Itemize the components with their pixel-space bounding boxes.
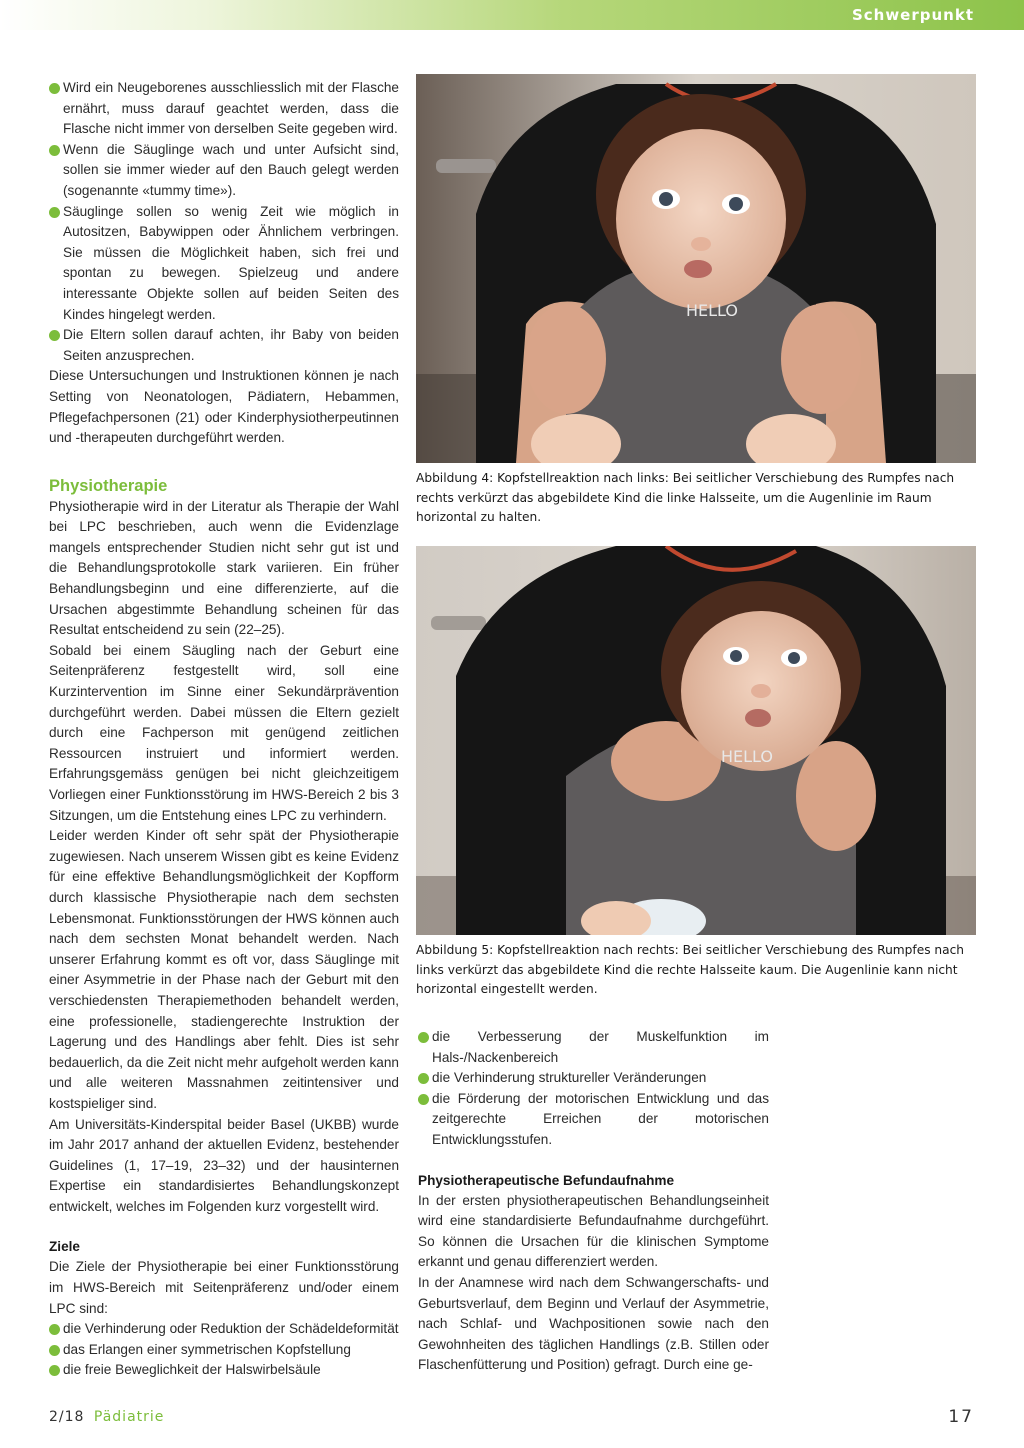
magazine-name: Pädiatrie <box>93 1409 165 1425</box>
list-item: die Verhinderung struktureller Veränderungen <box>418 1068 769 1089</box>
baby-photo-left <box>416 74 976 463</box>
heading-befundaufnahme: Physiotherapeutische Befundaufnahme <box>418 1172 675 1188</box>
baby-photo-right <box>416 546 976 935</box>
heading-physiotherapie: Physiotherapie <box>49 476 168 495</box>
list-item: die freie Beweglichkeit der Halswirbelsäule <box>49 1360 399 1381</box>
figure-4 <box>416 74 976 528</box>
shirt-text: HELLO <box>721 747 773 766</box>
left-column <box>49 78 399 1381</box>
list-item: Die Eltern sollen darauf achten, ihr Baby von beiden Seiten anzusprechen. <box>49 325 399 366</box>
list-item: Wenn die Säuglinge wach und unter Aufsicht sind, sollen sie immer wieder auf den Bauch gelegt werden (sogenannte «tummy time»). <box>49 140 399 202</box>
paragraph: Am Universitäts-Kinderspital beider Basel (UKBB) wurde im Jahr 2017 anhand der aktuellen Evidenz, bestehender Guidelines (1, 17–19, 23–32) und der hausinternen Expertise ein standardisiertes Behandlungskonzept entwickelt, welches im Folgenden kurz vorgestellt wird. <box>49 1116 399 1214</box>
bullet-list-top <box>49 78 399 366</box>
bullet-list-ziele <box>49 1319 399 1381</box>
list-item: Wird ein Neugeborenes ausschliesslich mit der Flasche ernährt, muss darauf geachtet werden, dass die Flasche nicht immer von derselben Seite gegeben wird. <box>49 78 399 140</box>
issue-number: 2/18 <box>49 1409 85 1425</box>
figure-caption: Abbildung 4: Kopfstellreaktion nach links: Bei seitlicher Verschiebung des Rumpfes nach rechts verkürzt das abgebildete Kind die linke Halsseite, um die Augenlinie im Raum horizontal zu halten. <box>416 471 955 524</box>
paragraph: Physiotherapie wird in der Literatur als Therapie der Wahl bei LPC beschrieben, auch wenn die Evidenzlage mangels entsprechender Studien nicht sehr gut ist und die Behandlungsprotokolle stark variieren. Ein früher Behandlungsbeginn und eine differenzierte, auf die Ursachen abgestimmte Behandlung scheinen für das Resultat entscheidend zu sein (22–25). <box>49 498 399 638</box>
paragraph: In der Anamnese wird nach dem Schwangerschafts- und Geburtsverlauf, dem Beginn und Verlauf der Asymmetrie, nach Schlaf- und Wachpositionen sowie nach den Gewohnheiten des täglichen Handlings (z.B. Stillen oder Flaschenfütterung und Position) gefragt. Durch eine ge- <box>418 1274 769 1373</box>
figure-5 <box>416 546 976 1000</box>
bullet-list-continued <box>418 1027 769 1151</box>
header-bar <box>0 0 1024 30</box>
list-item: die Verbesserung der Muskelfunktion im Hals-/Nackenbereich <box>418 1027 769 1068</box>
list-item: die Verhinderung oder Reduktion der Schädeldeformität <box>49 1319 399 1340</box>
paragraph: Leider werden Kinder oft sehr spät der Physiotherapie zugewiesen. Nach unserem Wissen gibt es keine Evidenz für eine effektive Behandlungsmöglichkeit der Kopfform durch klassische Physiotherapie nach dem sechsten Lebensmonat. Funktionsstörungen der HWS können auch nach dem sechsten Monat behandelt werden. Nach unserer Erfahrung kommt es oft vor, dass Säuglinge mit einer Asymmetrie in der Phase nach der Geburt mit den verschiedensten Therapiemethoden behandelt werden, eine professionelle, stadiengerechte Instruktion der Lagerung und des Handlings aber fehlt. Dies ist sehr bedauerlich, da die Zeit nicht mehr aufgeholt werden kann und alle weiteren Massnahmen zeitintensiver und kostspieliger sind. <box>49 828 399 1111</box>
shirt-text: HELLO <box>686 301 738 320</box>
figure-caption: Abbildung 5: Kopfstellreaktion nach rechts: Bei seitlicher Verschiebung des Rumpfes nach links verkürzt das abgebildete Kind die rechte Halsseite kaum. Die Augenlinie kann nicht horizontal eingestellt werden. <box>416 943 965 996</box>
paragraph: Die Ziele der Physiotherapie bei einer Funktionsstörung im HWS-Bereich mit Seitenpräferenz und/oder einem LPC sind: <box>49 1259 399 1316</box>
paragraph: Sobald bei einem Säugling nach der Geburt eine Seitenpräferenz festgestellt wird, soll eine Kurzintervention im Sinne einer Sekundärprävention durchgeführt werden. Dabei müssen die Eltern gezielt durch eine Fachperson mit genügend zeitlichen Ressourcen instruiert und informiert werden. Erfahrungsgemäss genügen bei nicht gleichzeitigem Vorliegen einer Funktionsstörung im HWS-Bereich 2 bis 3 Sitzungen, um die Entstehung eines LPC zu verhindern. <box>49 642 399 823</box>
page-number: 17 <box>948 1407 974 1427</box>
footer-left <box>49 1409 164 1425</box>
list-item: das Erlangen einer symmetrischen Kopfstellung <box>49 1340 399 1361</box>
list-item: Säuglinge sollen so wenig Zeit wie möglich in Autositzen, Babywippen oder Ähnlichem verbringen. Sie müssen die Möglichkeit haben, sich frei und spontan zu bewegen. Spielzeug und andere interessante Objekte sollen auf beiden Seiten des Kindes hingelegt werden. <box>49 202 399 326</box>
heading-ziele: Ziele <box>49 1239 80 1255</box>
section-label: Schwerpunkt <box>851 6 974 24</box>
right-column <box>418 1027 769 1376</box>
list-item: die Förderung der motorischen Entwicklung und das zeitgerechte Erreichen der motorischen Entwicklungsstufen. <box>418 1089 769 1151</box>
paragraph: In der ersten physiotherapeutischen Behandlungseinheit wird eine standardisierte Befundaufnahme durchgeführt. So können die Ursachen für die klinischen Symptome erkannt und genau differenziert werden. <box>418 1192 769 1270</box>
paragraph-intro: Diese Untersuchungen und Instruktionen können je nach Setting von Neonatologen, Pädiatern, Hebammen, Pflegefachpersonen (21) oder Kinderphysiotherpeutinnen und -therapeuten durchgeführt werden. <box>49 368 399 446</box>
